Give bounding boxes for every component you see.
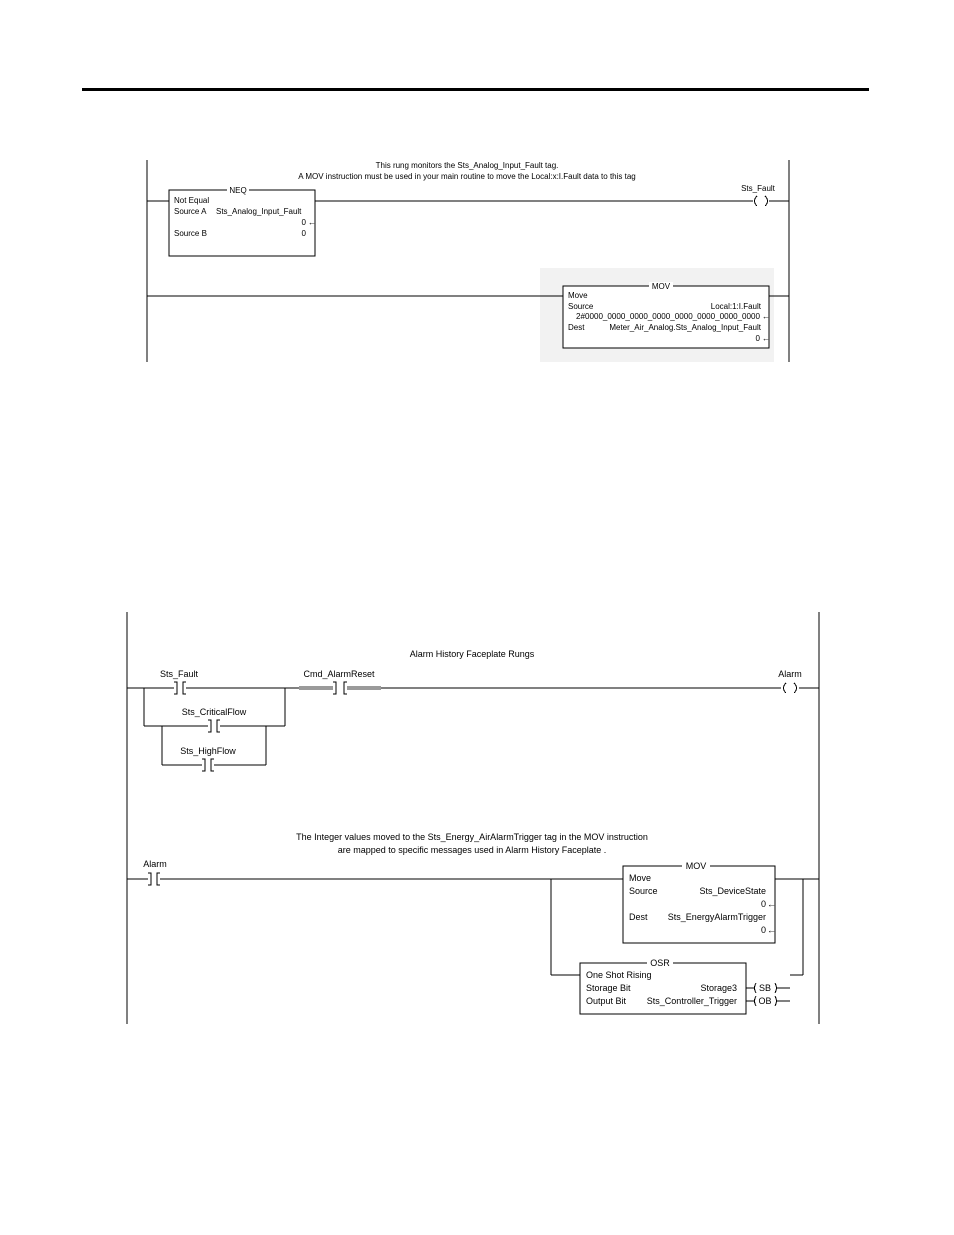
neq-source-a-tag: Sts_Analog_Input_Fault (216, 207, 302, 216)
contact-tag-label: Cmd_AlarmReset (303, 669, 375, 679)
alarm-coil[interactable] (778, 669, 802, 693)
mov-dest-label: Dest (629, 912, 648, 922)
coil-left-paren-icon (784, 683, 787, 693)
mov-source-tag: Sts_DeviceState (699, 886, 766, 896)
osr-output-tag: Sts_Controller_Trigger (646, 996, 737, 1006)
contact-right-bracket-icon (217, 720, 220, 732)
contact-tag-label: Sts_CriticalFlow (181, 707, 247, 717)
mov-title: MOV (651, 282, 671, 291)
mov-dest-label: Dest (568, 323, 585, 332)
mov-dest-value: 0 (760, 925, 766, 935)
contact-right-bracket-icon (211, 759, 214, 771)
mov-source-value: 0 (760, 899, 766, 909)
forced-highlight-bar (299, 686, 333, 690)
mov-title: MOV (685, 861, 707, 871)
rung-comment-line-2: A MOV instruction must be used in your main routine to move the Local:x:I.Fault data to this tag (298, 172, 636, 181)
contact-left-bracket-icon (148, 873, 151, 885)
contact-right-bracket-icon (183, 682, 186, 694)
mov-source-value: 2#0000_0000_0000_0000_0000_0000_0000_0000 (576, 312, 761, 321)
osr-output-label: Output Bit (586, 996, 627, 1006)
mov-instruction-1[interactable] (563, 282, 770, 348)
coil-right-paren-icon (794, 683, 797, 693)
flag-left-paren-icon (755, 996, 757, 1006)
rung-comment-line-2: are mapped to specific messages used in Alarm History Faceplate . (337, 845, 607, 855)
neq-name: Not Equal (174, 196, 210, 205)
neq-instruction[interactable] (169, 186, 316, 256)
flag-left-paren-icon (755, 983, 757, 993)
contact-left-bracket-icon (333, 682, 336, 694)
rungs-title: Alarm History Faceplate Rungs (409, 649, 535, 659)
flag-right-paren-icon (775, 996, 777, 1006)
flag-right-paren-icon (775, 983, 777, 993)
rung-comment-line-1: This rung monitors the Sts_Analog_Input_Fault tag. (375, 161, 559, 170)
sts-highflow-contact[interactable] (180, 746, 236, 771)
mov-name: Move (568, 291, 588, 300)
osr-storage-label: Storage Bit (586, 983, 631, 993)
coil-tag-label: Alarm (778, 669, 802, 679)
coil-tag-label: Sts_Fault (741, 184, 775, 193)
sts-criticalflow-contact[interactable] (182, 707, 247, 732)
value-arrow-icon: ← (762, 312, 770, 321)
mov-source-label: Source (629, 886, 658, 896)
mov-dest-tag: Sts_EnergyAlarmTrigger (667, 912, 766, 922)
contact-tag-label: Sts_HighFlow (180, 746, 236, 756)
figure-2-rung-diagram (127, 612, 819, 1024)
osr-instruction[interactable] (580, 958, 790, 1014)
osr-title: OSR (650, 958, 670, 968)
osr-sb-flag: SB (758, 983, 772, 993)
sts-fault-contact[interactable] (160, 669, 199, 694)
neq-source-a-label: Source A (174, 207, 207, 216)
value-arrow-icon: ← (767, 899, 776, 909)
cmd-alarmreset-contact[interactable] (299, 669, 381, 694)
contact-tag-label: Sts_Fault (159, 669, 199, 679)
alarm-contact[interactable] (143, 859, 167, 885)
figure-1-rung-diagram (147, 160, 789, 362)
mov-source-label: Source (568, 302, 594, 311)
contact-left-bracket-icon (202, 759, 205, 771)
sts-fault-coil[interactable] (741, 184, 776, 206)
mov-name: Move (629, 873, 652, 883)
contact-left-bracket-icon (208, 720, 211, 732)
neq-source-b-value: 0 (301, 229, 306, 238)
osr-ob-flag: OB (758, 996, 772, 1006)
neq-source-a-value: 0 (301, 218, 306, 227)
contact-right-bracket-icon (344, 682, 347, 694)
osr-name: One Shot Rising (586, 970, 652, 980)
osr-storage-tag: Storage3 (700, 983, 737, 993)
coil-right-paren-icon (765, 196, 768, 206)
mov-source-tag: Local:1:I.Fault (710, 302, 761, 311)
value-arrow-icon: ← (762, 334, 770, 343)
mov-dest-value: 0 (755, 334, 760, 343)
rung-comment-line-1: The Integer values moved to the Sts_Energy_AirAlarmTrigger tag in the MOV instruction (296, 832, 648, 842)
mov-dest-tag: Meter_Air_Analog.Sts_Analog_Input_Fault (609, 323, 761, 332)
contact-right-bracket-icon (157, 873, 160, 885)
value-arrow-icon: ← (767, 925, 776, 935)
value-arrow-icon: ← (308, 218, 316, 227)
mov-instruction-2[interactable] (623, 861, 776, 943)
neq-source-b-label: Source B (174, 229, 207, 238)
coil-left-paren-icon (755, 196, 758, 206)
contact-left-bracket-icon (174, 682, 177, 694)
neq-title: NEQ (229, 186, 247, 195)
contact-tag-label: Alarm (143, 859, 167, 869)
forced-highlight-bar (347, 686, 381, 690)
